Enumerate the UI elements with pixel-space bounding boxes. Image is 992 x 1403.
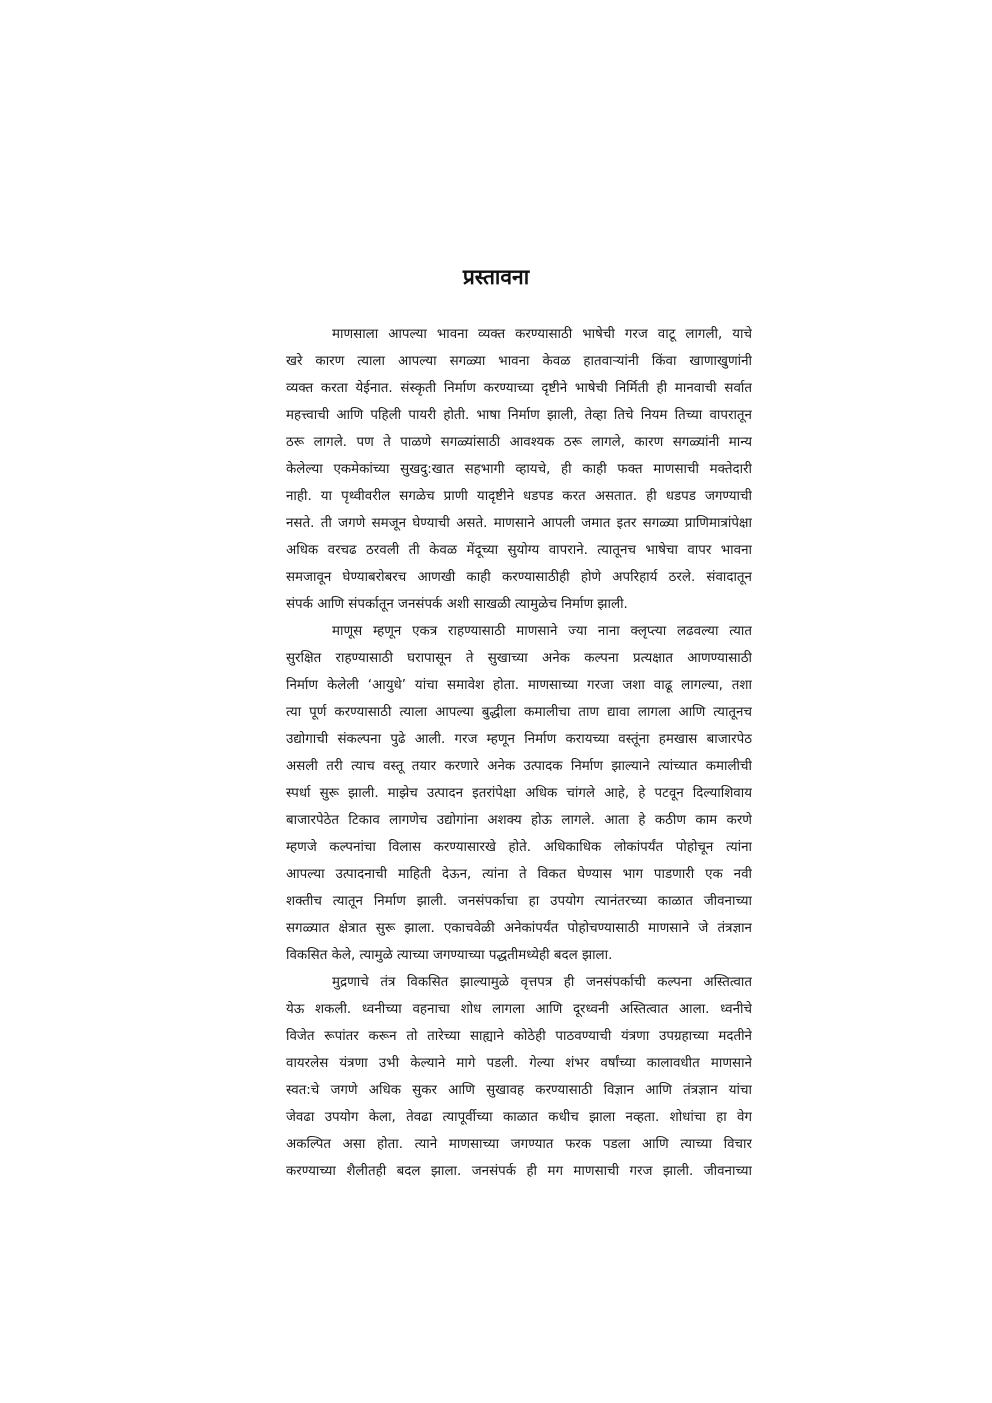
- text-line: केलेल्या एकमेकांच्या सुखदु:खात सहभागी व्हायचे, ही काही फक्त माणसाची मक्तेदारी: [286, 462, 752, 477]
- text-line: अकल्पित असा होता. त्याने माणसाच्या जगण्यात फरक पडला आणि त्याच्या विचार: [286, 1137, 752, 1152]
- text-line: विकसित केले, त्यामुळे त्याच्या जगण्याच्या पद्धतीमध्येही बदल झाला.: [286, 948, 613, 963]
- text-line: ठरू लागले. पण ते पाळणे सगळ्यांसाठी आवश्यक ठरू लागले, कारण सगळ्यांनी मान्य: [286, 435, 752, 450]
- text-line: सुरक्षित राहण्यासाठी घरापासून ते सुखाच्या अनेक कल्पना प्रत्यक्षात आणण्यासाठी: [286, 651, 752, 666]
- text-line: जेवढा उपयोग केला, तेवढा त्यापूर्वीच्या काळात कधीच झाला नव्हता. शोधांचा हा वेग: [286, 1110, 752, 1125]
- paragraph-3: [240, 969, 752, 1185]
- text-line: असली तरी त्याच वस्तू तयार करणारे अनेक उत्पादक निर्माण झाल्याने त्यांच्यात कमालीची: [286, 759, 752, 774]
- text-line: नाही. या पृथ्वीवरील सगळेच प्राणी यादृष्टीने धडपड करत असतात. ही धडपड जगण्याची: [286, 489, 752, 504]
- text-line: बाजारपेठेत टिकाव लागणेच उद्योगांना अशक्य होऊ लागले. आता हे कठीण काम करणे: [286, 813, 752, 828]
- text-line: संपर्क आणि संपर्कातून जनसंपर्क अशी साखळी त्यामुळेच निर्माण झाली.: [286, 597, 628, 612]
- text-line: अधिक वरचढ ठरवली ती केवळ मेंदूच्या सुयोग्य वापराने. त्यातूनच भाषेचा वापर भावना: [286, 543, 752, 558]
- text-line: माणूस म्हणून एकत्र राहण्यासाठी माणसाने ज्या नाना क्लृप्त्या लढवल्या त्यात: [332, 624, 752, 639]
- paragraph-1: [240, 321, 752, 618]
- body-text: [240, 321, 752, 1185]
- text-line: उद्योगाची संकल्पना पुढे आली. गरज म्हणून निर्माण करायच्या वस्तूंना हमखास बाजारपेठ: [286, 732, 752, 747]
- text-line: खरे कारण त्याला आपल्या सगळ्या भावना केवळ हातवाऱ्यांनी किंवा खाणाखुणांनी: [286, 354, 752, 369]
- text-line: शक्तीच त्यातून निर्माण झाली. जनसंपर्काचा हा उपयोग त्यानंतरच्या काळात जीवनाच्या: [286, 894, 752, 909]
- text-line: त्या पूर्ण करण्यासाठी त्याला आपल्या बुद्धीला कमालीचा ताण द्यावा लागला आणि त्यातूनच: [286, 705, 752, 720]
- text-line: विजेत रूपांतर करून तो तारेच्या साह्याने कोठेही पाठवण्याची यंत्रणा उपग्रहाच्या मदतीने: [286, 1029, 752, 1044]
- text-line: म्हणजे कल्पनांचा विलास करण्यासारखे होते. अधिकाधिक लोकांपर्यंत पोहोचून त्यांना: [286, 840, 752, 855]
- text-line: स्पर्धा सुरू झाली. माझेच उत्पादन इतरांपेक्षा अधिक चांगले आहे, हे पटवून दिल्याशिवाय: [286, 786, 752, 801]
- text-line: मुद्रणाचे तंत्र विकसित झाल्यामुळे वृत्तपत्र ही जनसंपर्काची कल्पना अस्तित्वात: [332, 975, 752, 990]
- text-line: वायरलेस यंत्रणा उभी केल्याने मागे पडली. गेल्या शंभर वर्षांच्या कालावधीत माणसाने: [286, 1056, 752, 1071]
- paragraph-2: [240, 618, 752, 969]
- text-line: नसते. ती जगणे समजून घेण्याची असते. माणसाने आपली जमात इतर सगळ्या प्राणिमात्रांपेक्षा: [286, 516, 752, 531]
- page-title: प्रस्तावना: [462, 264, 530, 289]
- text-line: करण्याच्या शैलीतही बदल झाला. जनसंपर्क ही मग माणसाची गरज झाली. जीवनाच्या: [286, 1164, 752, 1179]
- text-line: माणसाला आपल्या भावना व्यक्त करण्यासाठी भाषेची गरज वाटू लागली, याचे: [332, 327, 752, 342]
- text-line: व्यक्त करता येईनात. संस्कृती निर्माण करण्याच्या दृष्टीने भाषेची निर्मिती ही मानवाची सर्वात: [286, 381, 752, 396]
- text-line: स्वत:चे जगणे अधिक सुकर आणि सुखावह करण्यासाठी विज्ञान आणि तंत्रज्ञान यांचा: [286, 1083, 752, 1098]
- text-line: समजावून घेण्याबरोबरच आणखी काही करण्यासाठीही होणे अपरिहार्य ठरले. संवादातून: [286, 570, 752, 585]
- text-line: आपल्या उत्पादनाची माहिती देऊन, त्यांना ते विकत घेण्यास भाग पाडणारी एक नवी: [286, 867, 752, 882]
- text-line: निर्माण केलेली ‘आयुधे’ यांचा समावेश होता. माणसाच्या गरजा जशा वाढू लागल्या, तशा: [286, 678, 752, 693]
- text-line: सगळ्यात क्षेत्रात सुरू झाला. एकाचवेळी अनेकांपर्यंत पोहोचण्यासाठी माणसाने जे तंत्रज्ञान: [286, 921, 752, 936]
- text-line: महत्त्वाची आणि पहिली पायरी होती. भाषा निर्माण झाली, तेव्हा तिचे नियम तिच्या वापरातून: [286, 408, 752, 423]
- text-line: येऊ शकली. ध्वनीच्या वहनाचा शोध लागला आणि दूरध्वनी अस्तित्वात आला. ध्वनीचे: [286, 1002, 752, 1017]
